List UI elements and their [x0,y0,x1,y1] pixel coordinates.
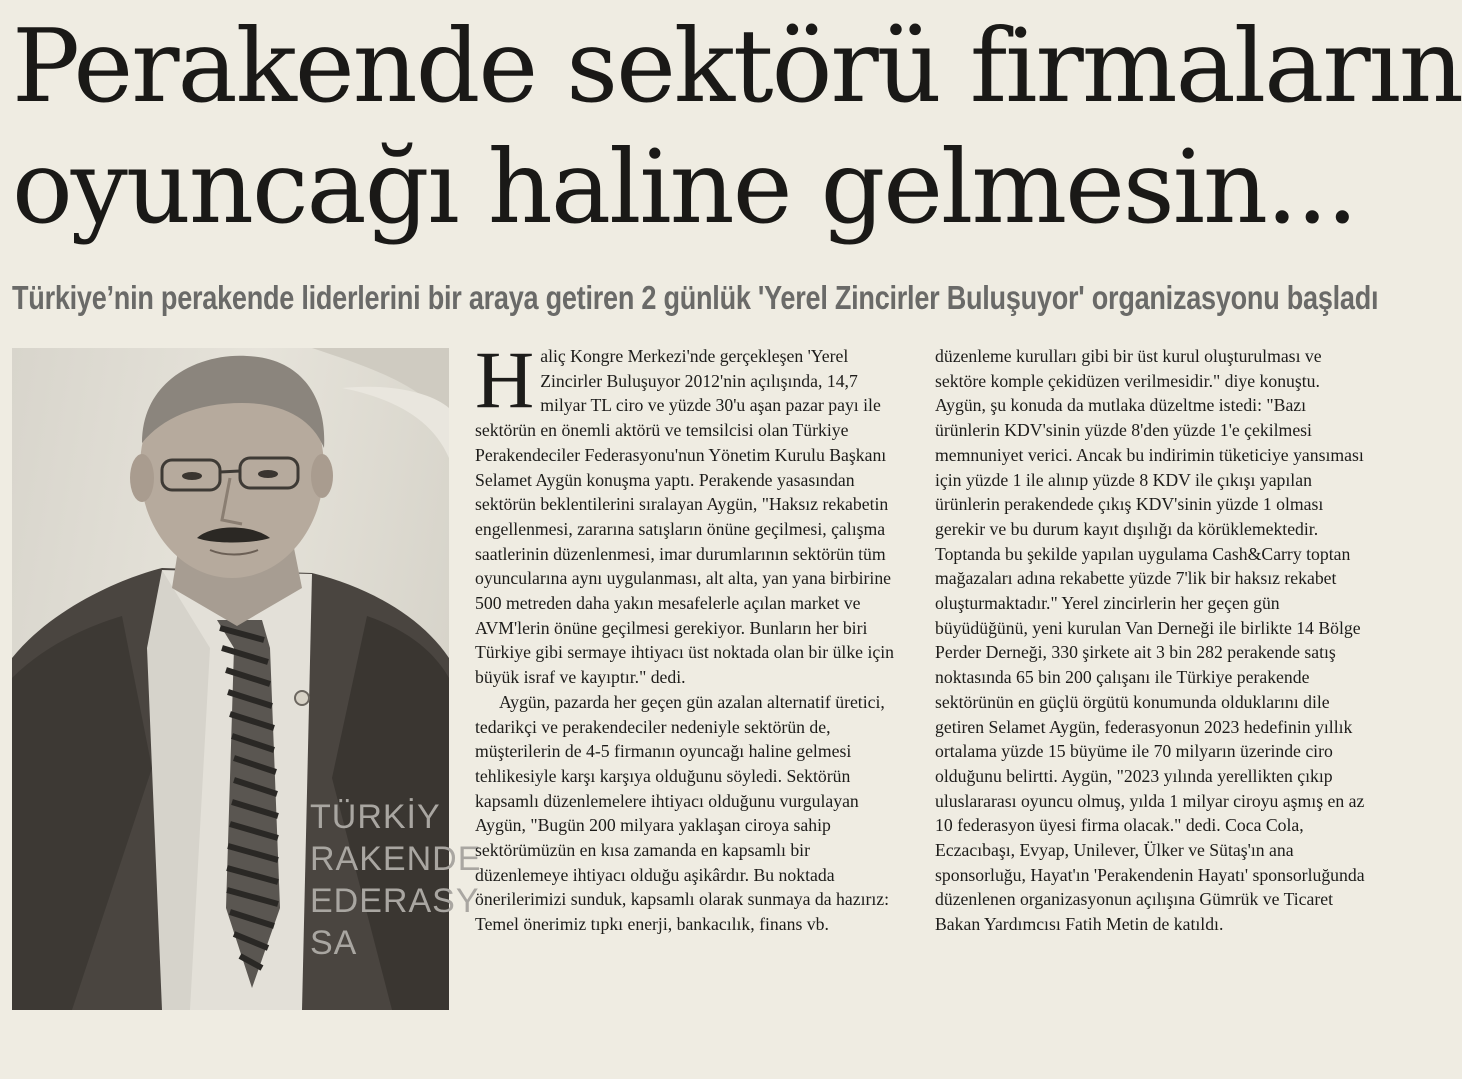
backdrop-sign-line: SA [310,924,358,962]
article-column-1 [475,334,907,937]
headline [12,6,1462,248]
backdrop-sign-line: RAKENDE [310,840,482,878]
article-paragraph-1 [475,334,907,690]
headline-line-1: Perakende sektörü firmaların [12,7,1462,125]
backdrop-sign-line: TÜRKİY [310,798,441,836]
subheadline: Türkiye’nin perakende liderlerini bir araya getiren 2 günlük 'Yerel Zincirler Buluşuyor' organizasyonu başladı [12,279,1379,316]
article-photo [12,348,482,1010]
headline-line-2: oyuncağı haline gelmesin... [12,128,1357,246]
backdrop-sign-line: EDERASY [310,882,480,920]
article-column-2 [935,344,1367,937]
backdrop-sign [310,796,481,964]
paragraph-text: aliç Kongre Merkezi'nde gerçekleşen 'Yerel Zincirler Buluşuyor 2012'nin açılışında, 14,7 milyar TL ciro ve yüzde 30'u aşan pazar payı ile sektörün en önemli aktörü ve temsilcisi olan Türkiye Perakendeciler Federasyonu'nun Yönetim Kurulu Başkanı Selamet Aygün konuşma yaptı. Perakende yasasından sektörün beklentilerini sıralayan Aygün, "Haksız rekabetin engellenmesi, zararına satışların önüne geçilmesi, çalışma saatlerinin düzenlenmesi, imar durumlarının sektörün tüm oyuncularına aynı uygulanması, alt alta, yan yana birbirine 500 metreden daha yakın mesafelerle açılan market ve AVM'lerin önüne geçilmesi gerekiyor. Bunların her biri Türkiye gibi sermaye ihtiyacı üst noktada olan bir ülke için büyük israf ve kayıptır." dedi. [475,346,894,688]
drop-cap: H [475,334,535,425]
article-paragraph-3: düzenleme kurulları gibi bir üst kurul oluşturulması ve sektöre komple çekidüzen verilmesidir." diye konuştu. Aygün, şu konuda da mutlaka düzeltme istedi: "Bazı ürünlerin KDV'sinin yüzde 8'den yüzde 1'e çekilmesi memnuniyet verici. Ancak bu indirimin tüketiciye yansıması için yüzde 1 ile alınıp yüzde 8 KDV ile çıkışı yapılan ürünlerin perakendede çıkış KDV'sinin yüzde 1 olması gerekir ve bu durum kayıt dışılığı da körüklemektedir. Toptanda bu şekilde yapılan uygulama Cash&Carry toptan mağazaları adına rekabette yüzde 7'lik bir haksız rekabet oluşturmaktadır." Yerel zincirlerin her geçen gün büyüdüğünü, yeni kurulan Van Derneği ile birlikte 14 Bölge Perder Derneği, 330 şirkete ait 3 bin 282 perakende satış noktasında 65 bin 200 çalışanı ile Türkiye perakende sektörünün en güçlü örgütü konumunda olduklarını dile getiren Selamet Aygün, federasyonun 2023 hedefinin yıllık ortalama yüzde 15 büyüme ile 70 milyarın üzerinde ciro olduğunu belirtti. Aygün, "2023 yılında yerellikten çıkıp uluslararası oyuncu olmuş, yılda 1 milyar ciroyu aşmış en az 10 federasyon üyesi firma olacak." dedi. Coca Cola, Eczacıbaşı, Evyap, Unilever, Ülker ve Sütaş'ın ana sponsorluğu, Hayat'ın 'Perakendenin Hayatı' sponsorluğunda düzenlenen organizasyonun açılışına Gümrük ve Ticaret Bakan Yardımcısı Fatih Metin de katıldı. [935,346,1365,935]
article-paragraph-2: Aygün, pazarda her geçen gün azalan alternatif üretici, tedarikçi ve perakendeciler nedeniyle sektörün de, müşterilerin de 4-5 firmanın oyuncağı haline gelmesi tehlikesiyle karşı karşıya olduğunu söyledi. Sektörün kapsamlı düzenlemelere ihtiyacı olduğunu vurgulayan Aygün, "Bugün 200 milyara yaklaşan ciroya sahip sektörümüzün en kısa zamanda en kapsamlı bir düzenlemeye ihtiyacı olduğu aşikârdır. Bu noktada önerilerimizi sunduk, kapsamlı olarak sunmaya da hazırız: Temel önerimiz tıpkı enerji, bankacılık, finans vb. [475,691,890,935]
